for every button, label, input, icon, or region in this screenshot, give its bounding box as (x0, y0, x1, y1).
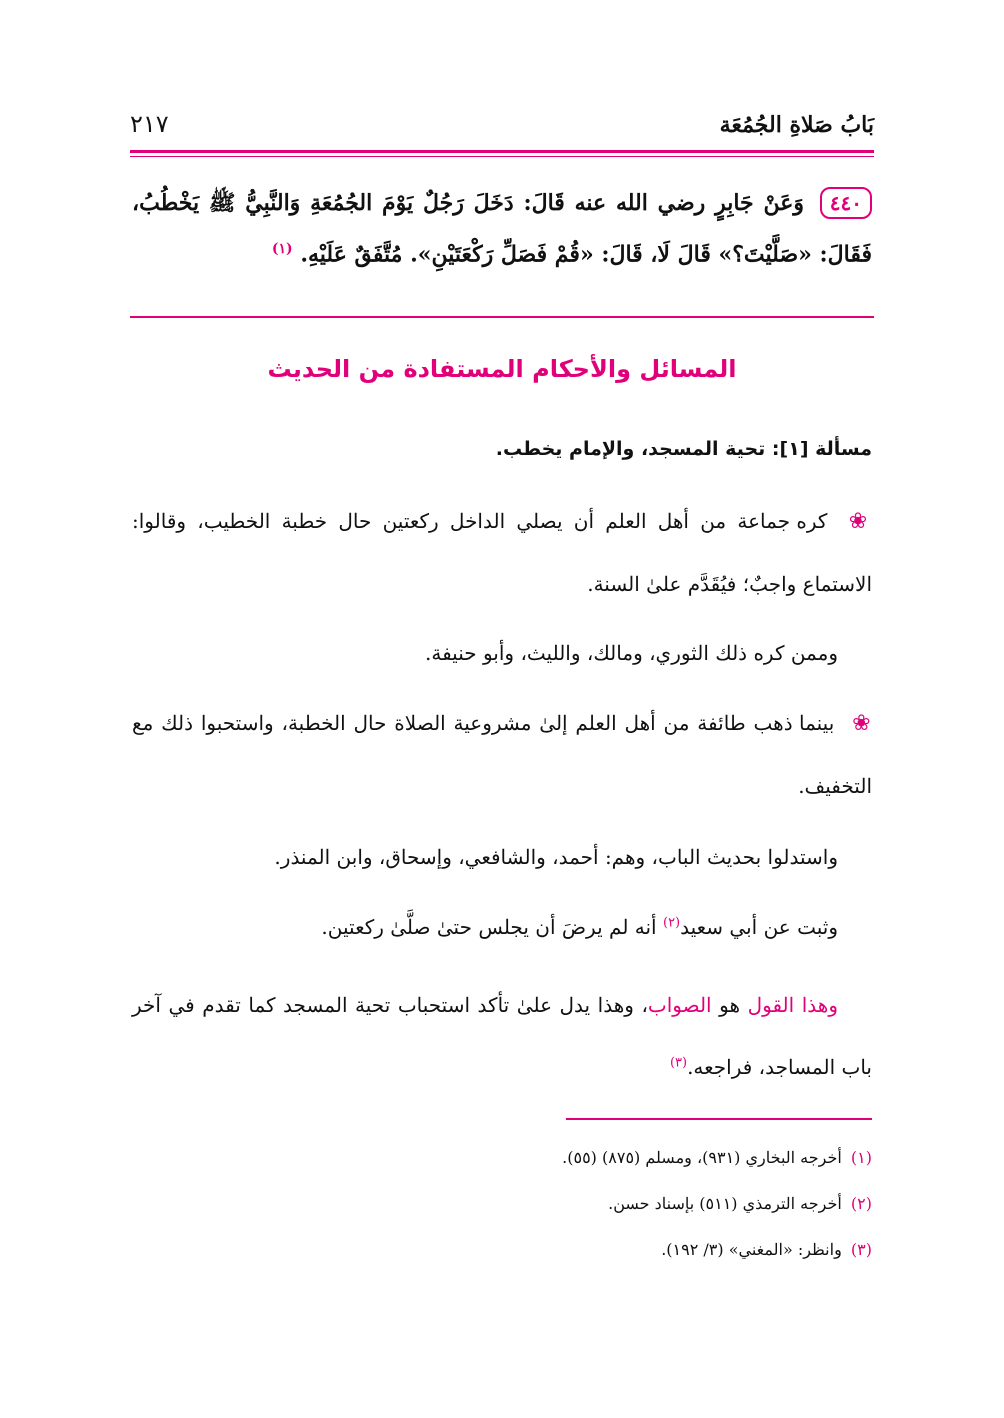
footnote-text: أخرجه البخاري (٩٣١)، ومسلم (٨٧٥) (٥٥). (562, 1148, 842, 1167)
chapter-title: بَابُ صَلاةِ الجُمُعَة (719, 112, 874, 138)
paragraph-6-rest: ، وهذا يدل علىٰ تأكد استحباب تحية المسجد كما تقدم في آخر باب المساجد، فراجعه. (132, 993, 872, 1079)
hadith-text: وَعَنْ جَابِرٍ رضي الله عنه قَالَ: دَخَلَ رَجُلٌ يَوْمَ الجُمُعَةِ وَالنَّبِيُّ ﷺ يَخْطُبُ، فَقَالَ: «صَلَّيْتَ؟» قَالَ لَا، قَالَ: «قُمْ فَصَلِّ رَكْعَتَيْنِ». مُتَّفَقٌ عَلَيْهِ. (132, 190, 872, 268)
paragraph-1 (132, 490, 872, 615)
footnote-text: أخرجه الترمذي (٥١١) بإسناد حسن. (608, 1194, 842, 1213)
paragraph-3-text: بينما ذهب طائفة من أهل العلم إلىٰ مشروعية الصلاة حال الخطبة، واستحبوا ذلك مع التخفيف. (132, 711, 872, 798)
issue-heading (132, 438, 872, 460)
paragraph-5-before: وثبت عن أبي سعيد (680, 915, 838, 939)
page-header (130, 108, 874, 146)
hadith-footnote-ref[interactable]: (١) (271, 241, 293, 257)
footnote-1 (132, 1148, 872, 1167)
section-title: المسائل والأحكام المستفادة من الحديث (267, 355, 737, 383)
paragraph-5-after: أنه لم يرضَ أن يجلس حتىٰ صلَّىٰ ركعتين. (321, 915, 663, 939)
paragraph-6-mid: هو (711, 993, 748, 1017)
footnote-2 (132, 1194, 872, 1213)
flower-bullet-icon: ❀ (852, 711, 873, 736)
paragraph-2: وممن كره ذلك الثوري، ومالك، والليث، وأبو حنيفة. (424, 641, 838, 665)
paragraph-3 (132, 692, 872, 817)
footnote-number: (١) (850, 1148, 872, 1167)
hadith-number-badge: ٤٤٠ (820, 187, 872, 219)
header-rule-thin (130, 156, 874, 157)
footnote-separator (566, 1118, 872, 1120)
hadith-separator (130, 316, 874, 318)
footnote-3 (132, 1240, 872, 1259)
footnote-ref-3[interactable]: (٣) (669, 1055, 688, 1071)
footnote-number: (٣) (850, 1240, 872, 1259)
highlight-this-opinion: وهذا القول (747, 993, 839, 1017)
paragraph-5 (132, 896, 872, 958)
flower-bullet-icon: ❀ (848, 509, 872, 534)
paragraph-4: واستدلوا بحديث الباب، وهم: أحمد، والشافعي، وإسحاق، وابن المنذر. (274, 845, 838, 869)
highlight-correct: الصواب (647, 993, 712, 1017)
hadith-block (132, 180, 872, 277)
footnote-ref-2[interactable]: (٢) (662, 915, 681, 931)
paragraph-6 (132, 974, 872, 1098)
issue-title: تحية المسجد، والإمام يخطب. (495, 438, 766, 460)
paragraph-1-text: كره جماعة من أهل العلم أن يصلي الداخل ركعتين حال خطبة الخطيب، وقالوا: الاستماع واجبٌ؛ فيُقَدَّم علىٰ السنة. (132, 509, 872, 596)
page-number: ٢١٧ (130, 110, 169, 138)
issue-label: مسألة [١]: (771, 438, 872, 460)
footnote-number: (٢) (850, 1194, 872, 1213)
header-rule-thick (130, 150, 874, 153)
footnote-text: وانظر: «المغني» (٣/ ١٩٢). (661, 1240, 842, 1259)
